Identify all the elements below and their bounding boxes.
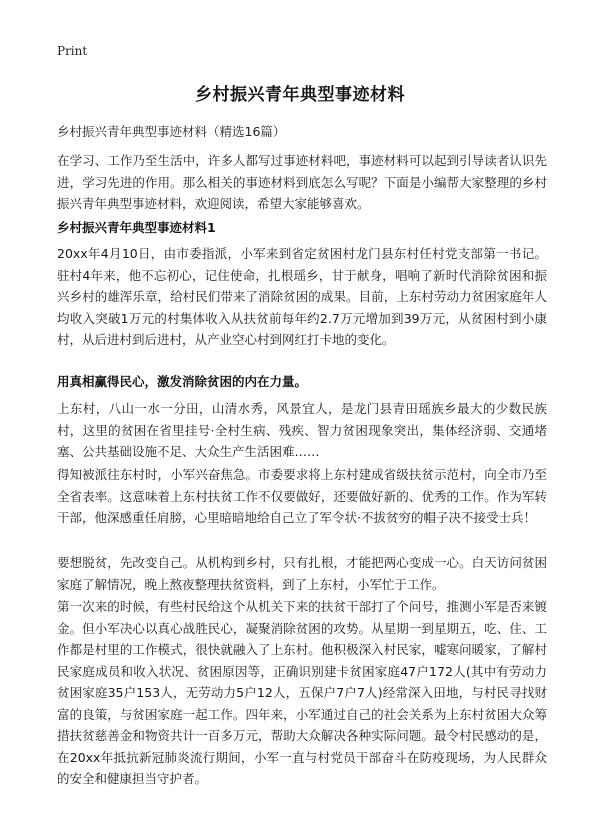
paragraph-5: 第一次来的时候，有些村民给这个从机关下来的扶贫干部打了个问号，推测小军是否来镀金。但小军决心以真心战胜民心，凝聚消除贫困的攻势。从星期一到星期五，吃、住、工作都是村里的工作模式，很快就融入了上东村。他积极深入村民家，嘘寒问暖家，了解村民家庭成员和收入状况、贫困原因等，正确识别建卡贫困家庭47户172人(其中有劳动力贫困家庭35户153人，无劳动力5户12人，五保户7户7人)经常深入田地，与村民寻找财富的良策，与贫困家庭一起工作。四年来，小军通过自己的社会关系为上东村贫困大众筹措扶贫慈善金和物资共计一百多万元，帮助大众解决各种实际问题。最令村民感动的是，在20xx年抵抗新冠肺炎流行期间，小军一直与村党员干部奋斗在防疫现场，为人民群众的安全和健康担当守护者。 xyxy=(57,599,547,786)
paragraph-4: 要想脱贫，先改变自己。从机构到乡村，只有扎根，才能把两心变成一心。白天访问贫困家庭了解情况，晚上熬夜整理扶贫资料，到了上东村，小军忙于工作。 xyxy=(57,555,547,592)
paragraph-3: 得知被派往东村时，小军兴奋焦急。市委要求将上东村建成省级扶贫示范村，向全市乃至全省表率。这意味着上东村扶贫工作不仅要做好，还要做好新的、优秀的工作。作为军转干部，他深感重任肩膀，心里暗暗地给自己立了军令状·不拔贫穷的帽子决不接受士兵！ xyxy=(57,467,547,525)
intro-paragraph: 在学习、工作乃至生活中，许多人都写过事迹材料吧，事迹材料可以起到引导读者认识先进，学习先进的作用。那么相关的事迹材料到底怎么写呢？下面是小编帮大家整理的乡村振兴青年典型事迹材料，欢迎阅读，希望大家能够喜欢。 xyxy=(57,153,547,211)
section-heading: 乡村振兴青年典型事迹材料1 xyxy=(57,220,216,235)
paragraph-2: 上东村，八山一水一分田，山清水秀，风景宜人，是龙门县青田瑶族乡最大的少数民族村，这里的贫困在省里挂号·全村生病、残疾、智力贫困现象突出，集体经济弱、交通堵塞、公共基础设施不足、大众生产生活困难…… xyxy=(57,401,547,459)
section1-paragraph: 20xx年4月10日，由市委指派，小军来到省定贫困村龙门县东村任村党支部第一书记。驻村4年来，他不忘初心，记住使命，扎根瑶乡，甘于献身，唱响了新时代消除贫困和振兴乡村的雄浑乐章，给村民们带来了消除贫困的成果。目前，上东村劳动力贫困家庭年人均收入突破1万元的村集体收入从扶贫前每年约2.7万元增加到39万元，从贫困村到小康村，从后进村到后进村，从产业空心村到网红打卡地的变化。 xyxy=(57,246,547,347)
document-subtitle: 乡村振兴青年典型事迹材料（精选16篇） xyxy=(57,124,286,139)
print-link[interactable]: Print xyxy=(57,44,88,58)
subheading: 用真相赢得民心，激发消除贫困的内在力量。 xyxy=(57,374,308,389)
page-title: 乡村振兴青年典型事迹材料 xyxy=(195,85,405,105)
